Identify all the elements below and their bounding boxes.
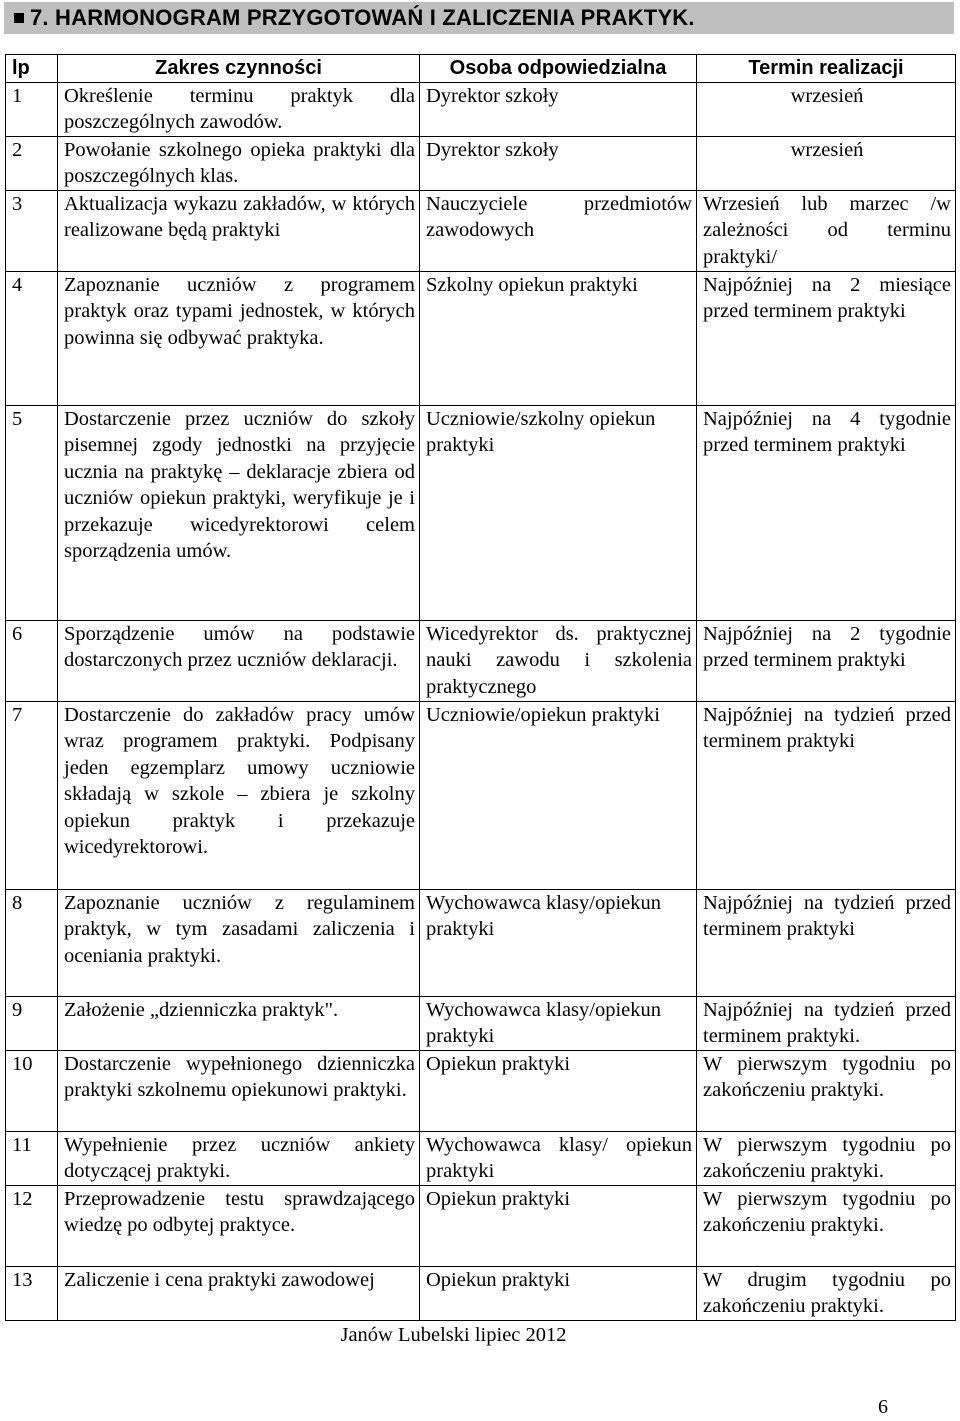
row-number: 9 xyxy=(6,996,58,1050)
task-cell: Dostarczenie przez uczniów do szkoły pisemnej zgody jednostki na przyjęcie ucznia na praktykę – deklaracje zbiera od uczniów opiekun praktyki, weryfikuje je i przekazuje wicedyrektorowi celem sporządzenia umów. xyxy=(58,405,420,620)
deadline-cell: Najpóźniej na 4 tygodnie przed terminem praktyki xyxy=(697,405,956,620)
row-number: 1 xyxy=(6,82,58,136)
person-cell: Opiekun praktyki xyxy=(420,1266,697,1320)
deadline-cell: Najpóźniej na tydzień przed terminem praktyki xyxy=(697,889,956,996)
person-cell: Szkolny opiekun praktyki xyxy=(420,271,697,405)
person-cell: Wicedyrektor ds. praktycznej nauki zawodu i szkolenia praktycznego xyxy=(420,620,697,701)
deadline-cell: W drugim tygodniu po zakończeniu praktyki. xyxy=(697,1266,956,1320)
section-heading: 7. HARMONOGRAM PRZYGOTOWAŃ I ZALICZENIA PRAKTYK. xyxy=(30,5,695,30)
task-cell: Przeprowadzenie testu sprawdzającego wiedzę po odbytej praktyce. xyxy=(58,1185,420,1266)
deadline-cell: Najpóźniej na tydzień przed terminem praktyki. xyxy=(697,996,956,1050)
table-row xyxy=(6,889,956,996)
table-row xyxy=(6,405,956,620)
table-row xyxy=(6,271,956,405)
person-cell: Opiekun praktyki xyxy=(420,1050,697,1131)
task-cell: Wypełnienie przez uczniów ankiety dotyczącej praktyki. xyxy=(58,1131,420,1185)
person-cell: Opiekun praktyki xyxy=(420,1185,697,1266)
deadline-cell: W pierwszym tygodniu po zakończeniu praktyki. xyxy=(697,1050,956,1131)
place-date-note: Janów Lubelski lipiec 2012 xyxy=(340,1324,567,1346)
task-cell: Sporządzenie umów na podstawie dostarczonych przez uczniów deklaracji. xyxy=(58,620,420,701)
column-header-deadline: Termin realizacji xyxy=(697,55,956,83)
row-number: 4 xyxy=(6,271,58,405)
table-row xyxy=(6,701,956,889)
task-cell: Określenie terminu praktyk dla poszczególnych zawodów. xyxy=(58,82,420,136)
deadline-cell: Najpóźniej na tydzień przed terminem praktyki xyxy=(697,701,956,889)
person-cell: Wychowawca klasy/opiekun praktyki xyxy=(420,996,697,1050)
row-number: 6 xyxy=(6,620,58,701)
task-cell: Zapoznanie uczniów z programem praktyk oraz typami jednostek, w których powinna się odbywać praktyka. xyxy=(58,271,420,405)
deadline-cell: Wrzesień lub marzec /w zależności od terminu praktyki/ xyxy=(697,190,956,271)
table-row xyxy=(6,1185,956,1266)
deadline-cell: wrzesień xyxy=(697,136,956,190)
square-bullet-icon xyxy=(14,13,24,23)
table-row xyxy=(6,1266,956,1320)
row-number: 11 xyxy=(6,1131,58,1185)
column-header-person: Osoba odpowiedzialna xyxy=(420,55,697,83)
task-cell: Zaliczenie i cena praktyki zawodowej xyxy=(58,1266,420,1320)
table-row xyxy=(6,136,956,190)
schedule-table xyxy=(5,54,956,1321)
section-heading-bar xyxy=(4,2,954,34)
table-row xyxy=(6,620,956,701)
deadline-cell: Najpóźniej na 2 miesiące przed terminem praktyki xyxy=(697,271,956,405)
row-number: 2 xyxy=(6,136,58,190)
row-number: 13 xyxy=(6,1266,58,1320)
task-cell: Dostarczenie do zakładów pracy umów wraz programem praktyki. Podpisany jeden egzemplarz umowy uczniowie składają w szkole – zbiera je szkolny opiekun praktyk i przekazuje wicedyrektorowi. xyxy=(58,701,420,889)
person-cell: Dyrektor szkoły xyxy=(420,136,697,190)
task-cell: Dostarczenie wypełnionego dzienniczka praktyki szkolnemu opiekunowi praktyki. xyxy=(58,1050,420,1131)
row-number: 5 xyxy=(6,405,58,620)
table-row xyxy=(6,190,956,271)
deadline-cell: W pierwszym tygodniu po zakończeniu praktyki. xyxy=(697,1131,956,1185)
deadline-cell: wrzesień xyxy=(697,82,956,136)
task-cell: Założenie „dzienniczka praktyk". xyxy=(58,996,420,1050)
row-number: 10 xyxy=(6,1050,58,1131)
task-cell: Powołanie szkolnego opieka praktyki dla poszczególnych klas. xyxy=(58,136,420,190)
table-row xyxy=(6,1050,956,1131)
person-cell: Uczniowie/szkolny opiekun praktyki xyxy=(420,405,697,620)
table-row xyxy=(6,1131,956,1185)
row-number: 3 xyxy=(6,190,58,271)
person-cell: Nauczyciele przedmiotów zawodowych xyxy=(420,190,697,271)
table-row xyxy=(6,82,956,136)
deadline-cell: Najpóźniej na 2 tygodnie przed terminem praktyki xyxy=(697,620,956,701)
column-header-lp: lp xyxy=(6,55,58,83)
table-header-row xyxy=(6,55,956,83)
row-number: 8 xyxy=(6,889,58,996)
row-number: 7 xyxy=(6,701,58,889)
person-cell: Wychowawca klasy/opiekun praktyki xyxy=(420,889,697,996)
deadline-cell: W pierwszym tygodniu po zakończeniu praktyki. xyxy=(697,1185,956,1266)
row-number: 12 xyxy=(6,1185,58,1266)
task-cell: Zapoznanie uczniów z regulaminem praktyk, w tym zasadami zaliczenia i oceniania praktyki. xyxy=(58,889,420,996)
person-cell: Uczniowie/opiekun praktyki xyxy=(420,701,697,889)
column-header-task: Zakres czynności xyxy=(58,55,420,83)
page-number: 6 xyxy=(878,1396,888,1418)
task-cell: Aktualizacja wykazu zakładów, w których realizowane będą praktyki xyxy=(58,190,420,271)
table-row xyxy=(6,996,956,1050)
person-cell: Wychowawca klasy/ opiekun praktyki xyxy=(420,1131,697,1185)
person-cell: Dyrektor szkoły xyxy=(420,82,697,136)
